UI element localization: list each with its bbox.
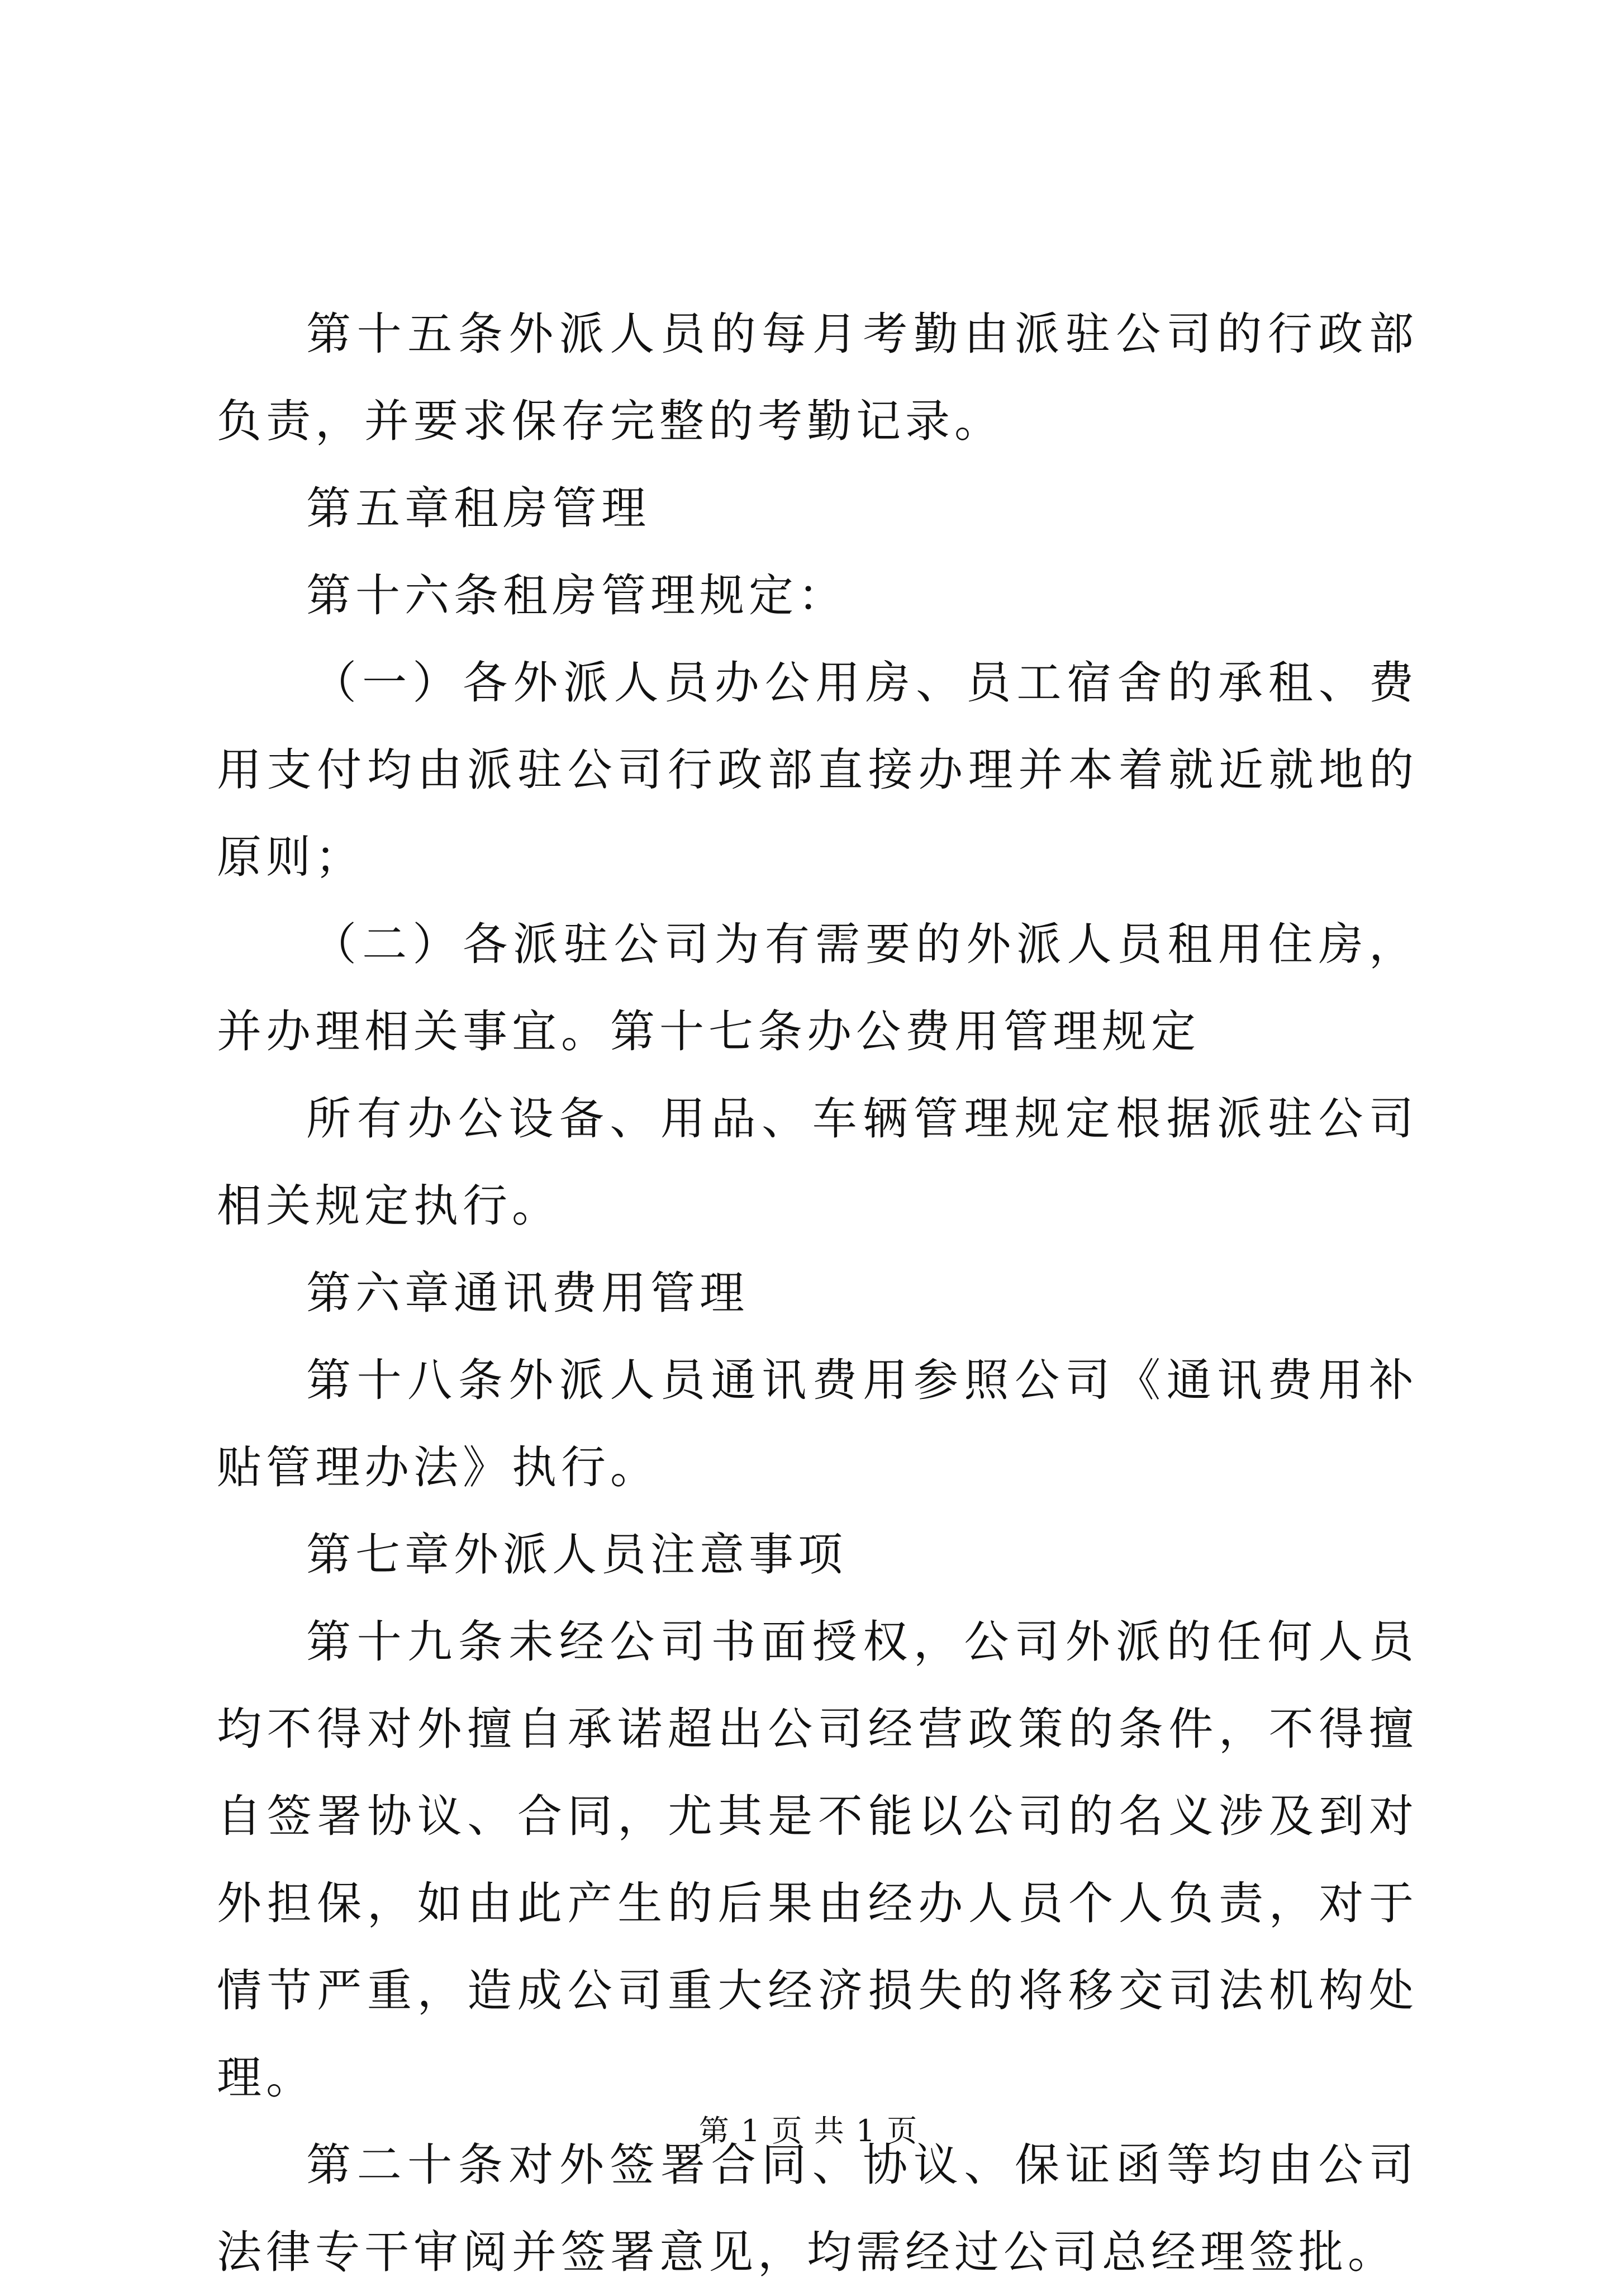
paragraph-article-19: 第十九条未经公司书面授权，公司外派的任何人员均不得对外擅自承诺超出公司经营政策的条件，不得擅自签署协议、合同，尤其是不能以公司的名义涉及到对外担保，如由此产生的后果由经办人员个人负责，对于情节严重，造成公司重大经济损失的将移交司法机构处理。 [217, 1616, 1418, 2104]
paragraph-item-2: （二）各派驻公司为有需要的外派人员租用住房，并办理相关事宜。第十七条办公费用管理规定 [217, 918, 1418, 1057]
chapter-7-heading: 第七章外派人员注意事项 [306, 1529, 847, 1581]
chapter-5-heading: 第五章租房管理 [306, 482, 650, 534]
paragraph-article-18: 第十八条外派人员通讯费用参照公司《通讯费用补贴管理办法》执行。 [217, 1354, 1418, 1493]
paragraph-office-equipment: 所有办公设备、用品、车辆管理规定根据派驻公司相关规定执行。 [217, 1093, 1418, 1232]
paragraph-article-20: 第二十条对外签署合同、协议、保证函等均由公司法律专干审阅并签署意见，均需经过公司总经理签批。 [217, 2139, 1418, 2278]
paragraph-article-16: 第十六条租房管理规定： [306, 570, 847, 622]
chapter-6-heading: 第六章通讯费用管理 [306, 1267, 749, 1319]
paragraph-item-1: （一）各外派人员办公用房、员工宿舍的承租、费用支付均由派驻公司行政部直接办理并本着就近就地的原则； [217, 657, 1418, 883]
paragraph-article-15: 第十五条外派人员的每月考勤由派驻公司的行政部负责，并要求保存完整的考勤记录。 [217, 308, 1418, 447]
document-body [217, 291, 1418, 2296]
page-footer: 第 1 页 共 1 页 [698, 2113, 919, 2148]
